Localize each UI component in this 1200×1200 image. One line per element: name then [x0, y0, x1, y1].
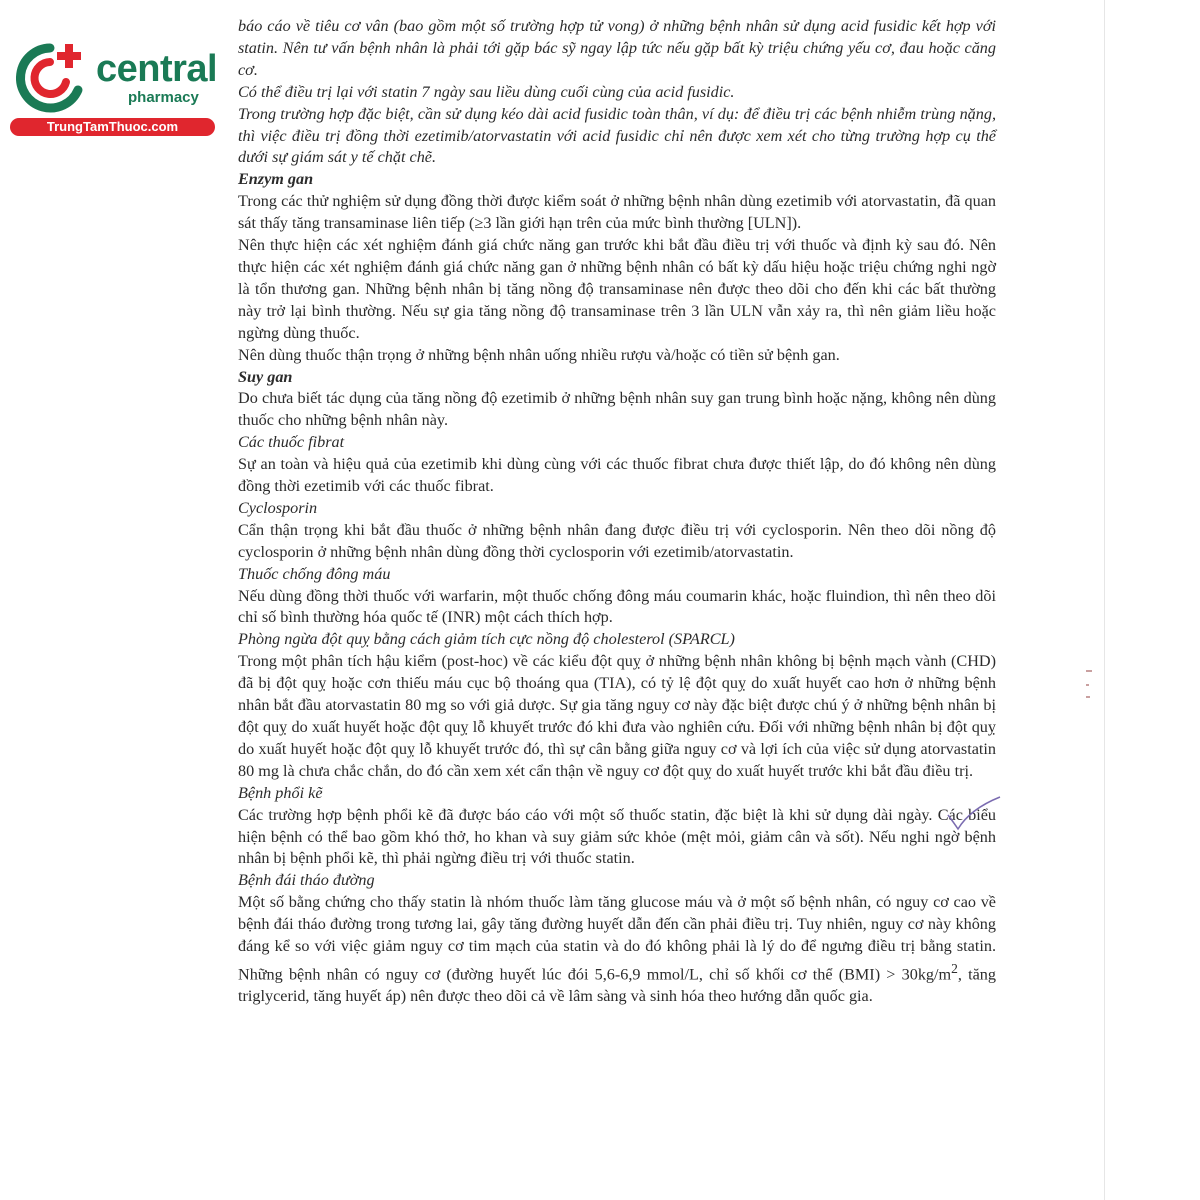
heading-diabetes: Bệnh đái tháo đường	[238, 871, 375, 890]
paragraph-interstitial-lung-disease: Các trường hợp bệnh phổi kẽ đã được báo cáo với một số thuốc statin, đặc biệt là khi sử dụng dài ngày. Các biểu hiện bệnh có thể bao gồm khó thở, ho khan và suy giảm sức khỏe (mệt mỏi, giảm cân và sốt). Nếu nghi ngờ bệnh nhân bị bệnh phổi kẽ, thì phải ngừng điều trị với thuốc statin.	[238, 805, 996, 868]
paragraph-liver-tests: Nên thực hiện các xét nghiệm đánh giá chức năng gan trước khi bắt đầu điều trị với thuốc và định kỳ sau đó. Nên thực hiện các xét nghiệm đánh giá chức năng gan ở những bệnh nhân có bất kỳ dấu hiệu hoặc triệu chứng nghi ngờ là tổn thương gan. Những bệnh nhân bị tăng nồng độ transaminase nên được theo dõi cho đến khi các bất thường này trở lại bình thường. Nếu sự gia tăng nồng độ transaminase trên 3 lần ULN vẫn xảy ra, thì nên giảm liều hoặc ngừng dùng thuốc.	[238, 236, 996, 342]
paragraph-diabetes-part2: , tăng triglycerid, tăng huyết áp) nên được theo dõi cả về lâm sàng và sinh hóa theo hướng dẫn quốc gia.	[238, 965, 996, 1006]
heading-interstitial-lung-disease: Bệnh phổi kẽ	[238, 783, 323, 802]
heading-liver-enzymes: Enzym gan	[238, 170, 314, 189]
brand-name: central	[96, 48, 218, 90]
central-pharmacy-logo[interactable]	[10, 38, 218, 138]
pharmacy-cross-icon	[10, 38, 90, 118]
heading-anticoagulants: Thuốc chống đông máu	[238, 564, 391, 583]
paragraph-alcohol-caution: Nên dùng thuốc thận trọng ở những bệnh nhân uống nhiều rượu và/hoặc có tiền sử bệnh gan.	[238, 345, 840, 364]
margin-mark	[1086, 670, 1092, 672]
paragraph-diabetes-part1: Một số bằng chứng cho thấy statin là nhóm thuốc làm tăng glucose máu và ở một số bệnh nhân, có nguy cơ cao về bệnh đái tháo đường trong tương lai, gây tăng đường huyết dẫn đến cần phải điều trị. Tuy nhiên, nguy cơ này không đáng kể so với việc giảm nguy cơ tim mạch của statin và do đó không phải là lý do để ngưng điều trị bằng statin. Những bệnh nhân có nguy cơ (đường huyết lúc đói 5,6-6,9 mmol/L, chỉ số khối cơ thể (BMI) > 30kg/m	[238, 893, 996, 984]
paragraph-diabetes	[238, 892, 996, 1008]
handwritten-tick-mark	[944, 793, 1004, 833]
brand-subtitle: pharmacy	[128, 89, 199, 106]
superscript-2: 2	[951, 960, 958, 976]
paragraph-special-cases: Trong trường hợp đặc biệt, cần sử dụng kéo dài acid fusidic toàn thân, ví dụ: để điều trị các bệnh nhiễm trùng nặng, thì việc điều trị đồng thời ezetimib/atorvastatin với acid fusidic chỉ nên được xem xét cho từng trường hợp cụ thể dưới sự giám sát y tế chặt chẽ.	[238, 104, 996, 167]
paragraph-sparcl: Trong một phân tích hậu kiểm (post-hoc) về các kiểu đột quỵ ở những bệnh nhân không bị bệnh mạch vành (CHD) đã bị đột quỵ hoặc cơn thiếu máu cục bộ thoáng qua (TIA), có tỷ lệ đột quỵ do xuất huyết cao hơn ở những bệnh nhân bắt đầu atorvastatin 80 mg so với giả dược. Sự gia tăng nguy cơ này đặc biệt được chú ý ở những bệnh nhân bị đột quỵ do xuất huyết hoặc đột quỵ lỗ khuyết trước đó khi đưa vào nghiên cứu. Đối với những bệnh nhân bị đột quỵ do xuất huyết hoặc đột quỵ lỗ khuyết trước đó, thì sự cân bằng giữa nguy cơ và lợi ích của việc sử dụng atorvastatin 80 mg là chưa chắc chắn, do đó cần xem xét cẩn thận về nguy cơ đột quỵ do xuất huyết trước khi bắt đầu điều trị.	[238, 652, 996, 780]
paragraph-restart-statin: Có thể điều trị lại với statin 7 ngày sau liều dùng cuối cùng của acid fusidic.	[238, 82, 735, 101]
paragraph-statin-fusidic: báo cáo về tiêu cơ vân (bao gồm một số trường hợp tử vong) ở những bệnh nhân sử dụng acid fusidic kết hợp với statin. Nên tư vấn bệnh nhân là phải tới gặp bác sỹ ngay lập tức nếu gặp bất kỳ triệu chứng yếu cơ, đau hoặc căng cơ.	[238, 17, 996, 79]
paragraph-cyclosporin: Cẩn thận trọng khi bắt đầu thuốc ở những bệnh nhân đang được điều trị với cyclosporin. Nên theo dõi nồng độ cyclosporin ở những bệnh nhân dùng đồng thời cyclosporin với ezetimib/atorvastatin.	[238, 520, 996, 561]
margin-mark	[1086, 684, 1089, 686]
heading-cyclosporin: Cyclosporin	[238, 498, 318, 517]
document-body	[238, 16, 996, 1008]
margin-mark	[1086, 696, 1090, 698]
paragraph-hepatic-impairment: Do chưa biết tác dụng của tăng nồng độ ezetimib ở những bệnh nhân suy gan trung bình hoặc nặng, không nên dùng thuốc cho những bệnh nhân này.	[238, 389, 996, 430]
heading-hepatic-impairment: Suy gan	[238, 367, 293, 386]
paragraph-fibrates: Sự an toàn và hiệu quả của ezetimib khi dùng cùng với các thuốc fibrat chưa được thiết lập, do đó không nên dùng đồng thời ezetimib với các thuốc fibrat.	[238, 455, 996, 496]
paragraph-anticoagulants: Nếu dùng đồng thời thuốc với warfarin, một thuốc chống đông máu coumarin khác, hoặc fluindion, thì nên theo dõi chỉ số bình thường hóa quốc tế (INR) một cách thích hợp.	[238, 586, 996, 627]
paragraph-transaminase-trials: Trong các thử nghiệm sử dụng đồng thời được kiểm soát ở những bệnh nhân dùng ezetimib với atorvastatin, đã quan sát thấy tăng transaminase liên tiếp (≥3 lần giới hạn trên của mức bình thường [ULN]).	[238, 192, 996, 233]
heading-sparcl: Phòng ngừa đột quỵ bằng cách giảm tích cực nồng độ cholesterol (SPARCL)	[238, 630, 735, 649]
heading-fibrates: Các thuốc fibrat	[238, 433, 345, 452]
page-edge-line	[1104, 0, 1105, 1200]
site-url-badge[interactable]: TrungTamThuoc.com	[10, 118, 215, 136]
